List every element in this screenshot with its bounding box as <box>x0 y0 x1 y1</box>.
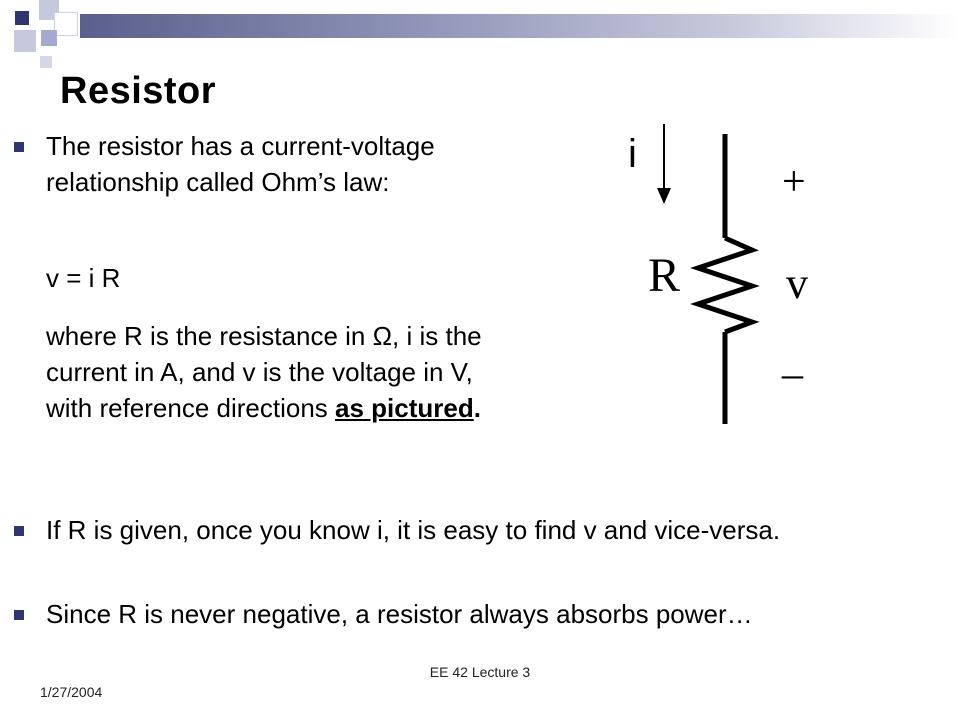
decorative-square <box>15 11 29 25</box>
definition-end-punctuation: . <box>473 393 481 423</box>
bullet-marker <box>14 526 24 536</box>
decorative-square <box>14 30 36 52</box>
minus-sign: _ <box>782 337 803 383</box>
definition-text: where R is the resistance in Ω, i is the current in A, and v is the voltage in V, with reference directions <box>46 321 482 423</box>
footer-lecture-title: EE 42 Lecture 3 <box>429 664 531 680</box>
header-gradient-bar <box>80 14 960 38</box>
decorative-square <box>41 30 57 46</box>
bullet-find-v-text: If R is given, once you know i, it is easy to find v and vice-versa. <box>46 515 781 545</box>
definition-paragraph <box>46 318 516 426</box>
voltage-label: v <box>786 259 808 308</box>
resistor-zigzag <box>698 238 752 332</box>
ohms-law-formula: v = i R <box>46 263 121 293</box>
bullet-marker <box>14 142 24 152</box>
decorative-square <box>54 12 78 36</box>
bullet-ohms-law-text: The resistor has a current-voltage relationship called Ohm’s law: <box>46 131 435 197</box>
as-pictured-emphasis: as pictured <box>335 393 474 423</box>
bullet-marker <box>14 610 24 620</box>
resistor-label: R <box>648 249 681 302</box>
footer-date: 1/27/2004 <box>40 684 103 700</box>
current-label: i <box>628 132 637 176</box>
bullet-absorbs-power-text: Since R is never negative, a resistor always absorbs power… <box>46 599 753 629</box>
decorative-square <box>40 56 52 68</box>
current-arrow-head <box>657 188 671 204</box>
slide-title: Resistor <box>60 70 217 112</box>
plus-sign: + <box>782 159 806 205</box>
